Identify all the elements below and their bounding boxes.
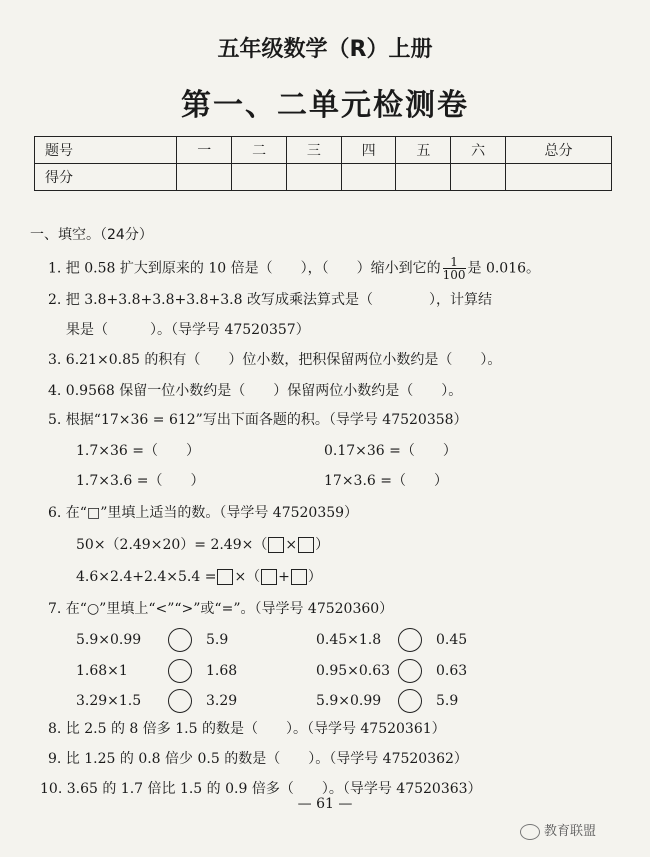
score-header-cell: 五 (396, 137, 451, 164)
wechat-icon (520, 824, 540, 840)
answer-box[interactable] (298, 537, 314, 553)
score-table-header-row (35, 137, 612, 164)
score-cell (286, 164, 341, 191)
score-header-cell: 六 (451, 137, 506, 164)
question-8: 8. 比 2.5 的 8 倍多 1.5 的数是（ ）。（导学号 47520361） (48, 721, 446, 737)
score-cell (506, 164, 612, 191)
score-header-cell: 四 (341, 137, 396, 164)
score-header-cell: 题号 (35, 137, 177, 164)
question-5-item: 17×3.6 =（ ） (324, 473, 448, 489)
compare-row (76, 659, 237, 683)
compare-row (76, 628, 228, 652)
score-header-cell: 三 (286, 137, 341, 164)
question-2-line-2: 果是（ ）。（导学号 47520357） (66, 322, 310, 338)
compare-right: 1.68 (206, 663, 238, 679)
question-text: 是 0.016。 (467, 260, 541, 277)
page-number: — 61 — (297, 796, 353, 812)
compare-row (76, 689, 237, 713)
compare-right: 0.45 (436, 632, 468, 648)
compare-right: 3.29 (206, 693, 238, 709)
score-cell (396, 164, 451, 191)
score-table-score-row (35, 164, 612, 191)
compare-circle[interactable] (168, 689, 192, 713)
compare-left: 0.45×1.8 (316, 632, 382, 648)
compare-left: 5.9×0.99 (316, 693, 382, 709)
answer-box[interactable] (268, 537, 284, 553)
compare-left: 5.9×0.99 (76, 632, 142, 648)
question-6-item-a (76, 534, 329, 554)
score-header-cell: 总分 (506, 137, 612, 164)
score-cell (232, 164, 287, 191)
compare-circle[interactable] (398, 689, 422, 713)
compare-left: 0.95×0.63 (316, 663, 391, 679)
equation-text: 4.6×2.4+2.4×5.4 = (76, 569, 217, 585)
question-6-item-b (76, 566, 322, 586)
compare-circle[interactable] (168, 628, 192, 652)
equation-text: 50×（2.49×20）= 2.49×（ (76, 537, 268, 553)
section-heading: 一、填空。（24分） (30, 227, 153, 243)
score-row-label: 得分 (35, 164, 177, 191)
page-title: 五年级数学（R）上册 (217, 37, 433, 62)
score-cell (341, 164, 396, 191)
page-subtitle: 第一、二单元检测卷 (181, 88, 469, 123)
equation-text: + (278, 569, 290, 585)
question-5-item: 1.7×36 =（ ） (76, 443, 200, 459)
compare-right: 5.9 (206, 632, 229, 648)
question-text: 1. 把 0.58 扩大到原来的 10 倍是（ ），（ ）缩小到它的 (48, 260, 441, 277)
equation-text: ×（ (234, 569, 261, 585)
compare-circle[interactable] (398, 659, 422, 683)
compare-row (316, 628, 467, 652)
question-5-item: 0.17×36 =（ ） (324, 443, 457, 459)
score-header-cell: 二 (232, 137, 287, 164)
question-10: 10. 3.65 的 1.7 倍比 1.5 的 0.9 倍多（ ）。（导学号 47520363） (40, 781, 482, 797)
equation-text: × (285, 537, 298, 553)
equation-text: ） (307, 569, 322, 585)
compare-row (316, 659, 467, 683)
score-header-cell: 一 (177, 137, 232, 164)
score-cell (177, 164, 232, 191)
equation-text: ） (315, 537, 330, 553)
compare-right: 0.63 (436, 663, 468, 679)
question-9: 9. 比 1.25 的 0.8 倍少 0.5 的数是（ ）。（导学号 47520362） (48, 751, 468, 767)
question-6: 6. 在“□”里填上适当的数。（导学号 47520359） (48, 505, 359, 521)
fraction (443, 256, 466, 281)
compare-right: 5.9 (436, 693, 459, 709)
score-cell (451, 164, 506, 191)
fraction-numerator: 1 (443, 256, 466, 269)
watermark (520, 820, 596, 840)
compare-circle[interactable] (168, 659, 192, 683)
compare-row (316, 689, 458, 713)
question-5-item: 1.7×3.6 =（ ） (76, 473, 205, 489)
question-5: 5. 根据“17×36 = 612”写出下面各题的积。（导学号 47520358） (48, 412, 468, 428)
question-2-line-1: 2. 把 3.8+3.8+3.8+3.8+3.8 改写成乘法算式是（ ），计算结 (48, 292, 492, 308)
question-1 (48, 256, 540, 281)
answer-box[interactable] (261, 569, 277, 585)
score-table (34, 136, 612, 191)
question-7: 7. 在“○”里填上“<”“>”或“=”。（导学号 47520360） (48, 601, 394, 617)
question-4: 4. 0.9568 保留一位小数约是（ ）保留两位小数约是（ ）。 (48, 383, 463, 399)
question-3: 3. 6.21×0.85 的积有（ ）位小数，把积保留两位小数约是（ ）。 (48, 352, 502, 368)
compare-circle[interactable] (398, 628, 422, 652)
answer-box[interactable] (217, 569, 233, 585)
fraction-denominator: 100 (442, 268, 466, 282)
compare-left: 1.68×1 (76, 663, 128, 679)
watermark-text: 教育联盟 (544, 824, 597, 839)
compare-left: 3.29×1.5 (76, 693, 142, 709)
answer-box[interactable] (291, 569, 307, 585)
